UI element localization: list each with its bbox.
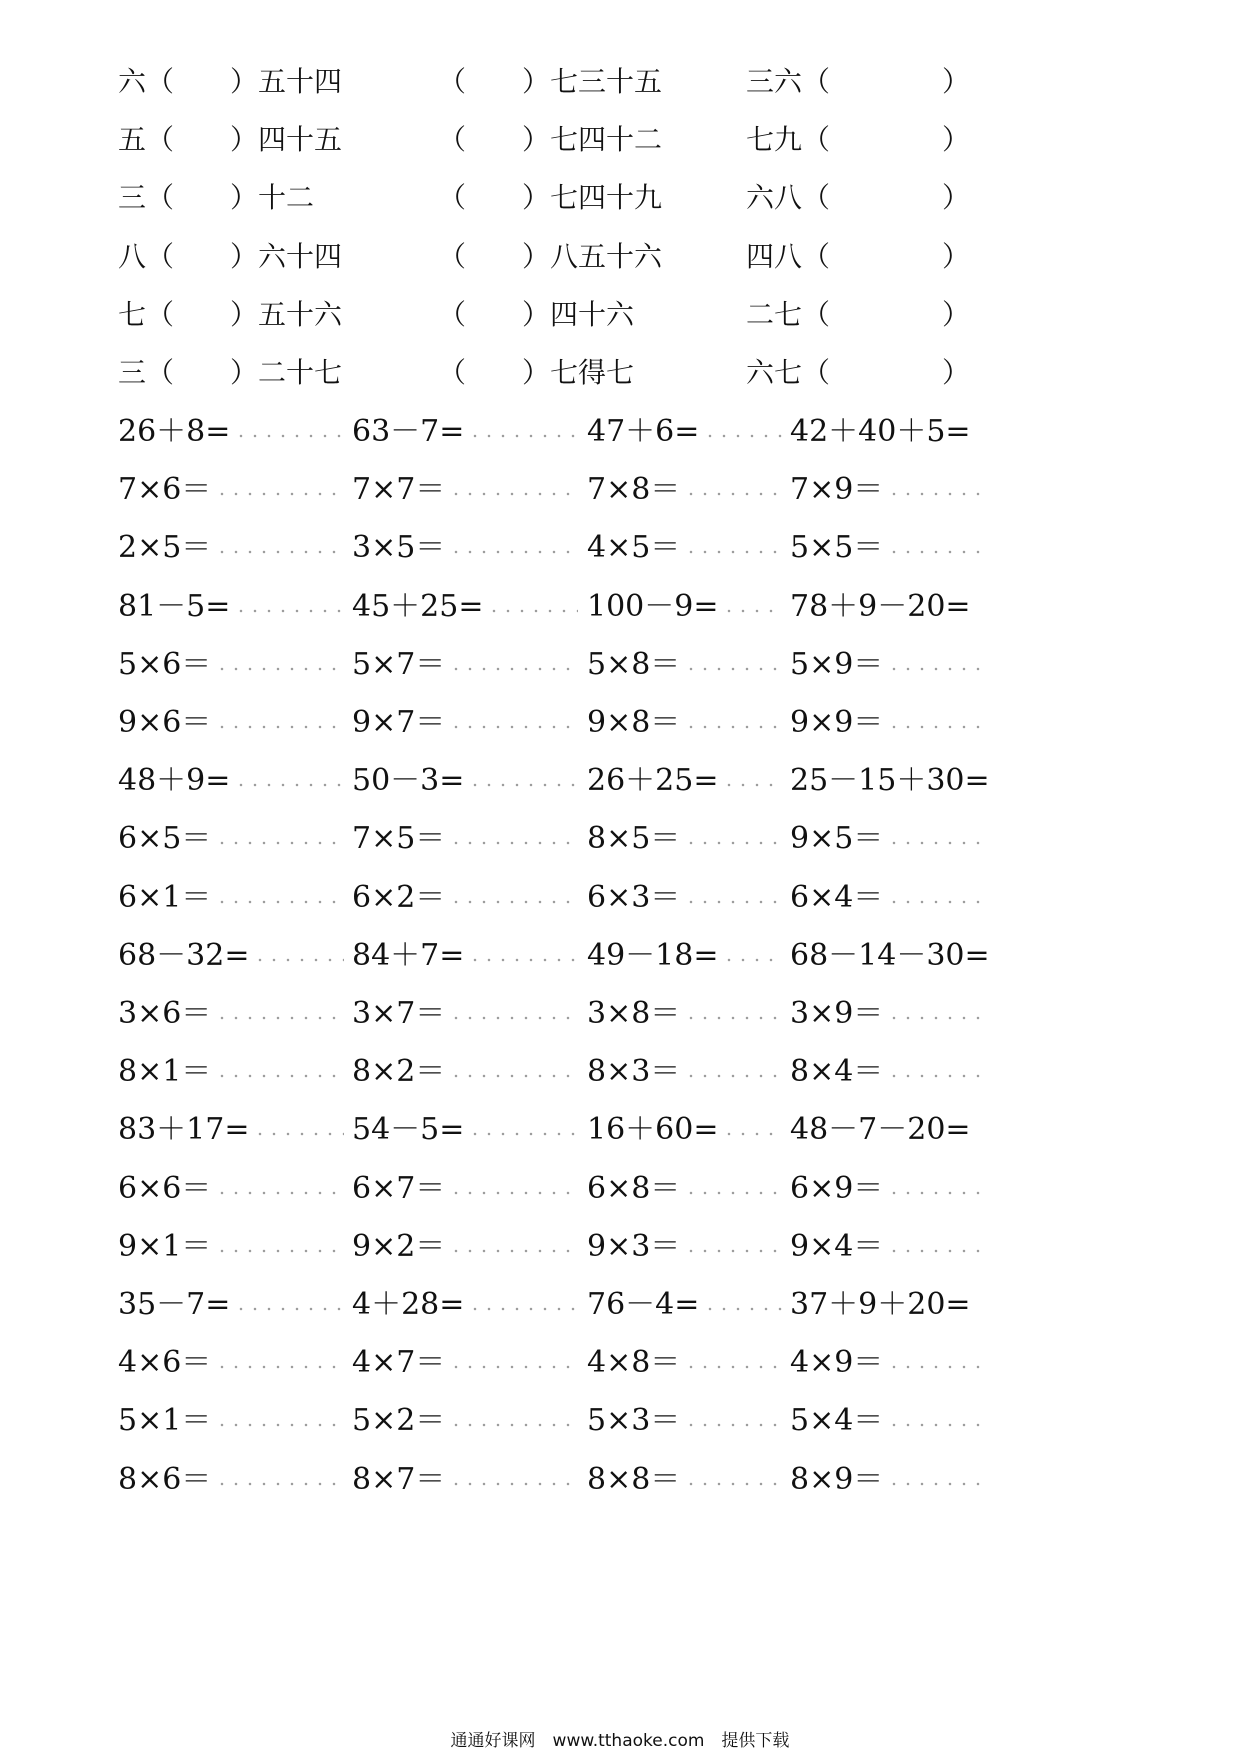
calc-problem: 4×9＝ xyxy=(790,1345,884,1381)
calc-row xyxy=(0,412,1240,452)
calc-problem: 100－9= xyxy=(587,588,719,624)
calc-row xyxy=(0,1110,1240,1150)
calc-problem: 6×6＝ xyxy=(118,1170,212,1206)
calc-row xyxy=(0,994,1240,1034)
calc-row xyxy=(0,819,1240,859)
answer-dotted-line[interactable] xyxy=(684,492,782,496)
answer-dotted-line[interactable] xyxy=(684,1482,782,1486)
calc-problem: 4×5＝ xyxy=(587,530,681,566)
chant-row xyxy=(0,120,1240,160)
answer-dotted-line[interactable] xyxy=(468,1132,578,1136)
calc-problem: 8×3＝ xyxy=(587,1054,681,1090)
page-footer: 通通好课网 www.tthaoke.com 提供下载 xyxy=(450,1731,790,1751)
answer-dotted-line[interactable] xyxy=(234,434,344,438)
calc-row xyxy=(0,1401,1240,1441)
calc-problem: 3×9＝ xyxy=(790,996,884,1031)
answer-dotted-line[interactable] xyxy=(722,1132,782,1136)
chant-blank-item[interactable]: （ ）七四十二 xyxy=(438,123,663,157)
chant-blank-item[interactable]: 六（ ）五十四 xyxy=(118,65,343,98)
calc-problem: 3×8＝ xyxy=(587,996,681,1031)
calc-problem: 6×5＝ xyxy=(118,821,212,857)
calc-row xyxy=(0,878,1240,918)
calc-problem: 9×2＝ xyxy=(352,1228,446,1264)
answer-dotted-line[interactable] xyxy=(684,1365,782,1369)
answer-dotted-line[interactable] xyxy=(684,725,782,729)
answer-dotted-line[interactable] xyxy=(215,550,344,554)
calc-problem: 42＋40＋5= xyxy=(790,414,971,449)
answer-dotted-line[interactable] xyxy=(722,609,782,613)
chant-row xyxy=(0,295,1240,335)
calc-problem: 5×9＝ xyxy=(790,646,884,682)
calc-problem: 3×5＝ xyxy=(352,530,446,566)
calc-problem: 4×7＝ xyxy=(352,1345,446,1381)
calc-row xyxy=(0,1169,1240,1209)
calc-problem: 8×6＝ xyxy=(118,1461,212,1497)
answer-dotted-line[interactable] xyxy=(449,667,578,671)
calc-problem: 7×5＝ xyxy=(352,821,446,857)
calc-problem: 3×6＝ xyxy=(118,996,212,1031)
calc-problem: 68－14－30= xyxy=(790,937,990,973)
calc-problem: 25－15＋30= xyxy=(790,763,990,799)
calc-problem: 4×8＝ xyxy=(587,1345,681,1381)
calc-problem: 5×5＝ xyxy=(790,530,884,566)
calc-problem: 9×5＝ xyxy=(790,821,884,857)
calc-row xyxy=(0,645,1240,685)
calc-problem: 45＋25= xyxy=(352,588,484,624)
answer-dotted-line[interactable] xyxy=(215,900,344,904)
calc-problem: 5×6＝ xyxy=(118,646,212,682)
calc-problem: 8×1＝ xyxy=(118,1054,212,1090)
calc-problem: 6×9＝ xyxy=(790,1170,884,1206)
answer-dotted-line[interactable] xyxy=(684,550,782,554)
chant-blank-item[interactable]: 三（ ）十二 xyxy=(118,181,315,215)
answer-dotted-line[interactable] xyxy=(887,492,980,496)
answer-dotted-line[interactable] xyxy=(468,783,578,787)
chant-row xyxy=(0,62,1240,102)
calc-problem: 83＋17= xyxy=(118,1112,250,1148)
answer-dotted-line[interactable] xyxy=(449,1191,578,1195)
chant-blank-item[interactable]: （ ）四十六 xyxy=(438,297,635,331)
chant-blank-item[interactable]: 二七（ ） xyxy=(746,297,971,331)
chant-blank-item[interactable]: （ ）八五十六 xyxy=(438,239,663,273)
answer-dotted-line[interactable] xyxy=(449,492,578,496)
answer-dotted-line[interactable] xyxy=(215,1016,344,1020)
calc-problem: 5×4＝ xyxy=(790,1403,884,1439)
calc-problem: 16＋60= xyxy=(587,1112,719,1148)
answer-dotted-line[interactable] xyxy=(722,958,782,962)
answer-dotted-line[interactable] xyxy=(887,1249,980,1253)
calc-problem: 9×1＝ xyxy=(118,1228,212,1264)
answer-dotted-line[interactable] xyxy=(449,725,578,729)
calc-problem: 7×8＝ xyxy=(587,472,681,508)
calc-problem: 50－3= xyxy=(352,763,465,799)
calc-problem: 48－7－20= xyxy=(790,1112,971,1148)
calc-problem: 9×9＝ xyxy=(790,705,884,740)
calc-problem: 37＋9＋20= xyxy=(790,1287,971,1322)
calc-problem: 35－7= xyxy=(118,1287,231,1322)
answer-dotted-line[interactable] xyxy=(887,900,980,904)
calc-problem: 2×5＝ xyxy=(118,530,212,566)
calc-problem: 6×7＝ xyxy=(352,1170,446,1206)
calc-problem: 63－7= xyxy=(352,414,465,449)
chant-blank-item[interactable]: 七九（ ） xyxy=(746,123,971,157)
calc-problem: 8×9＝ xyxy=(790,1461,884,1497)
answer-dotted-line[interactable] xyxy=(215,841,344,845)
calc-problem: 7×9＝ xyxy=(790,472,884,508)
answer-dotted-line[interactable] xyxy=(887,550,980,554)
answer-dotted-line[interactable] xyxy=(887,1191,980,1195)
answer-dotted-line[interactable] xyxy=(887,1074,980,1078)
answer-dotted-line[interactable] xyxy=(975,1307,980,1311)
calc-row xyxy=(0,936,1240,976)
chant-blank-item[interactable]: 六七（ ） xyxy=(746,356,971,389)
calc-problem: 48＋9= xyxy=(118,763,231,799)
answer-dotted-line[interactable] xyxy=(449,550,578,554)
calc-problem: 5×3＝ xyxy=(587,1403,681,1439)
answer-dotted-line[interactable] xyxy=(684,1074,782,1078)
calc-row xyxy=(0,1460,1240,1500)
calc-problem: 5×7＝ xyxy=(352,646,446,682)
calc-problem: 8×2＝ xyxy=(352,1054,446,1090)
answer-dotted-line[interactable] xyxy=(215,1365,344,1369)
calc-problem: 5×1＝ xyxy=(118,1403,212,1439)
calc-problem: 5×2＝ xyxy=(352,1403,446,1439)
answer-dotted-line[interactable] xyxy=(684,1016,782,1020)
chant-blank-item[interactable]: 五（ ）四十五 xyxy=(118,123,343,157)
answer-dotted-line[interactable] xyxy=(215,1249,344,1253)
answer-dotted-line[interactable] xyxy=(215,1191,344,1195)
calc-problem: 7×7＝ xyxy=(352,472,446,508)
answer-dotted-line[interactable] xyxy=(703,1307,782,1311)
answer-dotted-line[interactable] xyxy=(684,900,782,904)
calc-problem: 84＋7= xyxy=(352,937,465,973)
answer-dotted-line[interactable] xyxy=(684,841,782,845)
answer-dotted-line[interactable] xyxy=(234,783,344,787)
chant-blank-item[interactable]: 六八（ ） xyxy=(746,181,971,215)
chant-row xyxy=(0,178,1240,218)
calc-row xyxy=(0,761,1240,801)
answer-dotted-line[interactable] xyxy=(887,725,980,729)
answer-dotted-line[interactable] xyxy=(215,1074,344,1078)
calc-problem: 6×3＝ xyxy=(587,879,681,915)
calc-row xyxy=(0,1285,1240,1325)
answer-dotted-line[interactable] xyxy=(975,434,980,438)
chant-blank-item[interactable]: 七（ ）五十六 xyxy=(118,297,343,331)
answer-dotted-line[interactable] xyxy=(468,1307,578,1311)
calc-problem: 81－5= xyxy=(118,588,231,624)
answer-dotted-line[interactable] xyxy=(253,1132,344,1136)
answer-dotted-line[interactable] xyxy=(215,492,344,496)
calc-problem: 78＋9－20= xyxy=(790,588,971,624)
calc-row xyxy=(0,1227,1240,1267)
answer-dotted-line[interactable] xyxy=(887,667,980,671)
answer-dotted-line[interactable] xyxy=(887,841,980,845)
answer-dotted-line[interactable] xyxy=(449,900,578,904)
calc-problem: 76－4= xyxy=(587,1287,700,1322)
answer-dotted-line[interactable] xyxy=(215,1423,344,1427)
answer-dotted-line[interactable] xyxy=(215,1482,344,1486)
answer-dotted-line[interactable] xyxy=(684,1191,782,1195)
calc-row xyxy=(0,528,1240,568)
answer-dotted-line[interactable] xyxy=(703,434,782,438)
answer-dotted-line[interactable] xyxy=(487,609,578,613)
answer-dotted-line[interactable] xyxy=(234,1307,344,1311)
answer-dotted-line[interactable] xyxy=(468,434,578,438)
calc-problem: 3×7＝ xyxy=(352,996,446,1031)
calc-problem: 4＋28= xyxy=(352,1287,465,1322)
answer-dotted-line[interactable] xyxy=(215,725,344,729)
answer-dotted-line[interactable] xyxy=(684,1423,782,1427)
answer-dotted-line[interactable] xyxy=(468,958,578,962)
calc-problem: 8×5＝ xyxy=(587,821,681,857)
chant-blank-item[interactable]: （ ）七三十五 xyxy=(438,65,663,98)
calc-problem: 54－5= xyxy=(352,1112,465,1148)
answer-dotted-line[interactable] xyxy=(449,841,578,845)
answer-dotted-line[interactable] xyxy=(234,609,344,613)
calc-problem: 9×7＝ xyxy=(352,705,446,740)
answer-dotted-line[interactable] xyxy=(449,1074,578,1078)
answer-dotted-line[interactable] xyxy=(722,783,782,787)
answer-dotted-line[interactable] xyxy=(449,1249,578,1253)
chant-blank-item[interactable]: （ ）七得七 xyxy=(438,356,635,389)
calc-problem: 49－18= xyxy=(587,937,719,973)
calc-row xyxy=(0,1052,1240,1092)
calc-problem: 9×6＝ xyxy=(118,705,212,740)
answer-dotted-line[interactable] xyxy=(449,1482,578,1486)
calc-problem: 9×8＝ xyxy=(587,705,681,740)
answer-dotted-line[interactable] xyxy=(684,1249,782,1253)
chant-blank-item[interactable]: 八（ ）六十四 xyxy=(118,239,343,273)
chant-blank-item[interactable]: 四八（ ） xyxy=(746,239,971,273)
answer-dotted-line[interactable] xyxy=(975,1132,980,1136)
answer-dotted-line[interactable] xyxy=(449,1016,578,1020)
calc-problem: 68－32= xyxy=(118,937,250,973)
calc-problem: 8×8＝ xyxy=(587,1461,681,1497)
answer-dotted-line[interactable] xyxy=(887,1423,980,1427)
chant-blank-item[interactable]: （ ）七四十九 xyxy=(438,181,663,215)
calc-problem: 7×6＝ xyxy=(118,472,212,508)
calc-problem: 26＋8= xyxy=(118,414,231,449)
calc-problem: 47＋6= xyxy=(587,414,700,449)
answer-dotted-line[interactable] xyxy=(449,1423,578,1427)
answer-dotted-line[interactable] xyxy=(887,1482,980,1486)
answer-dotted-line[interactable] xyxy=(975,609,980,613)
answer-dotted-line[interactable] xyxy=(215,667,344,671)
calc-row xyxy=(0,1343,1240,1383)
answer-dotted-line[interactable] xyxy=(253,958,344,962)
answer-dotted-line[interactable] xyxy=(449,1365,578,1369)
calc-problem: 4×6＝ xyxy=(118,1345,212,1381)
chant-blank-item[interactable]: 三六（ ） xyxy=(746,65,971,98)
answer-dotted-line[interactable] xyxy=(887,1016,980,1020)
calc-problem: 9×4＝ xyxy=(790,1228,884,1264)
chant-row xyxy=(0,353,1240,393)
chant-row xyxy=(0,237,1240,277)
calc-problem: 6×8＝ xyxy=(587,1170,681,1206)
calc-problem: 8×7＝ xyxy=(352,1461,446,1497)
calc-problem: 6×4＝ xyxy=(790,879,884,915)
calc-problem: 9×3＝ xyxy=(587,1228,681,1264)
calc-problem: 8×4＝ xyxy=(790,1054,884,1090)
answer-dotted-line[interactable] xyxy=(684,667,782,671)
calc-row xyxy=(0,470,1240,510)
chant-blank-item[interactable]: 三（ ）二十七 xyxy=(118,356,343,389)
calc-problem: 6×1＝ xyxy=(118,879,212,915)
calc-row xyxy=(0,587,1240,627)
calc-row xyxy=(0,703,1240,743)
calc-problem: 26＋25= xyxy=(587,763,719,799)
answer-dotted-line[interactable] xyxy=(887,1365,980,1369)
calc-problem: 5×8＝ xyxy=(587,646,681,682)
calc-problem: 6×2＝ xyxy=(352,879,446,915)
